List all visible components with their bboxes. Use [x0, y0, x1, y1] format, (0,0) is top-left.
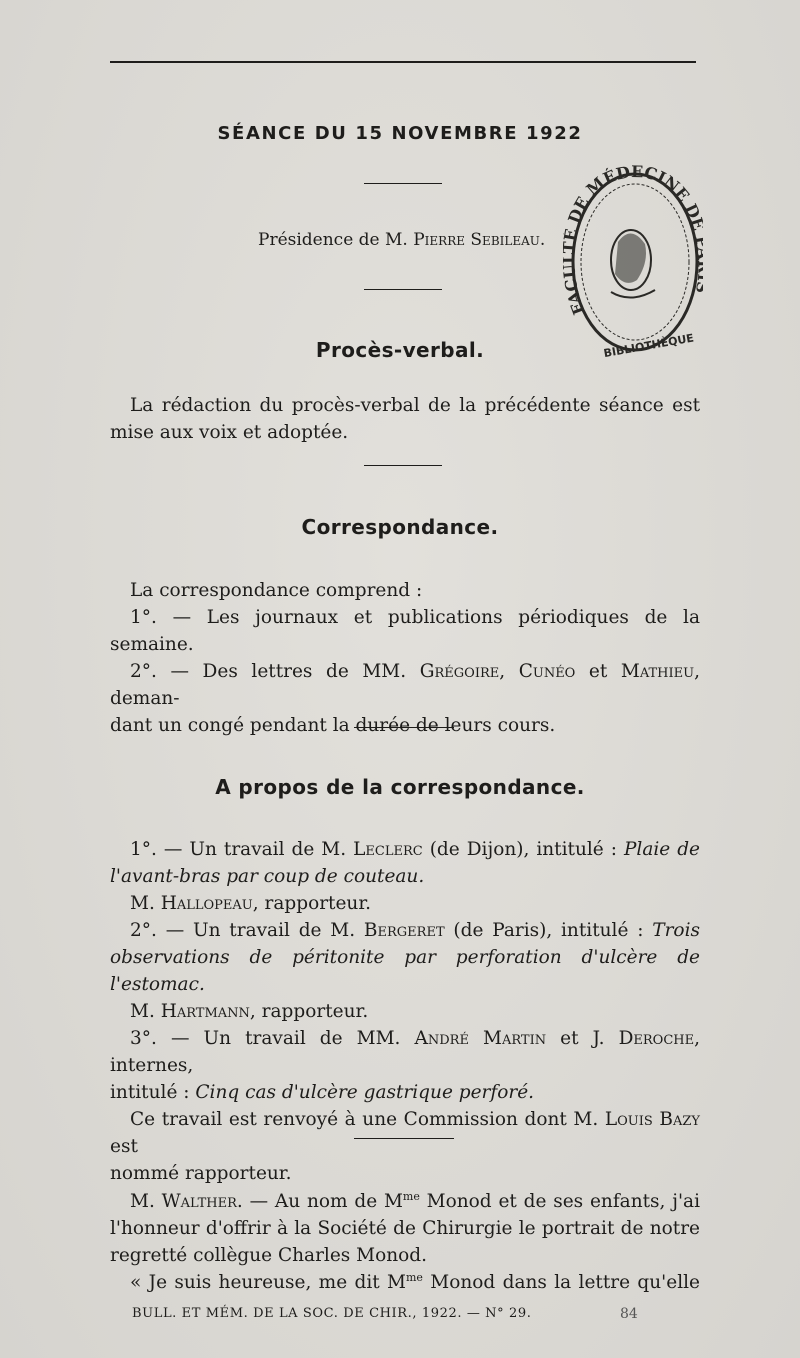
president-name: Pierre Sebileau.	[413, 230, 546, 250]
person-name: Hallopeau	[160, 893, 253, 914]
text-span: M.	[130, 893, 155, 914]
text-span: et	[588, 661, 608, 682]
person-name: Cunéo	[518, 661, 576, 682]
text-span: , internes,	[110, 1028, 700, 1076]
seal-text-bottom: BIBLIOTHÈQUE	[602, 331, 695, 361]
work-title: Trois	[652, 920, 700, 941]
work-title: Plaie de	[623, 839, 700, 860]
text-span: Monod dans la lettre qu'elle	[430, 1272, 700, 1293]
person-name: Louis Bazy	[604, 1109, 700, 1130]
text-span: et J.	[560, 1028, 605, 1049]
footer-citation: BULL. ET MÉM. DE LA SOC. DE CHIR., 1922. — N° 29.	[132, 1306, 532, 1321]
text-line: La rédaction du procès-verbal de la précédente séance est	[130, 395, 700, 416]
person-name: Leclerc	[353, 839, 423, 860]
text-line: dant un congé pendant la durée de leurs cours.	[110, 715, 556, 736]
divider	[354, 1138, 454, 1139]
text-span: , deman-	[110, 661, 700, 709]
text-line	[110, 1079, 700, 1106]
library-seal-icon	[563, 162, 703, 367]
text-line	[110, 1106, 700, 1160]
text-span: M.	[130, 1001, 155, 1022]
person-name: André Martin	[414, 1028, 547, 1049]
section-heading-a-propos: A propos de la correspondance.	[215, 775, 585, 799]
text-span: 2°. — Un travail de M.	[130, 920, 356, 941]
person-name: Bergeret	[363, 920, 445, 941]
text-line	[110, 863, 700, 890]
person-name: Deroche	[618, 1028, 695, 1049]
text-line: nommé rapporteur.	[110, 1163, 292, 1184]
presidence-line	[258, 230, 545, 250]
section-heading-proces-verbal: Procès-verbal.	[315, 338, 485, 362]
text-line	[110, 890, 700, 917]
person-name: Grégoire	[419, 661, 500, 682]
divider	[364, 289, 442, 290]
superscript: me	[402, 1190, 420, 1203]
text-span: . — Au nom de M	[236, 1191, 403, 1212]
text-span: Ce travail est renvoyé à une Commission dont M.	[130, 1109, 599, 1130]
walther-paragraph	[110, 1188, 700, 1296]
work-title: Cinq cas d'ulcère gastrique perforé.	[195, 1082, 535, 1103]
text-line	[110, 1025, 700, 1079]
page-title: SÉANCE DU 15 NOVEMBRE 1922	[217, 123, 583, 144]
divider	[364, 183, 442, 184]
page-number: 84	[620, 1306, 638, 1322]
seal-text-top: FA DE MÉDECINE D	[563, 162, 703, 318]
superscript: me	[406, 1271, 423, 1284]
text-span: est	[110, 1136, 138, 1157]
text-span: « Je suis heureuse, me dit M	[130, 1272, 406, 1293]
correspondance-paragraph	[110, 577, 700, 739]
text-span: M.	[130, 1191, 155, 1212]
text-line: l'honneur d'offrir à la Société de Chirurgie le portrait de notre	[110, 1218, 700, 1239]
work-title: observations de péritonite par perforation d'ulcère de l'estomac.	[110, 947, 700, 995]
top-rule	[110, 61, 696, 63]
text-line	[110, 944, 700, 998]
text-line	[110, 1269, 700, 1296]
text-line: 1°. — Les journaux et publications périodiques de la semaine.	[110, 607, 700, 655]
person-name: Walther	[161, 1191, 237, 1212]
text-line	[110, 1188, 700, 1215]
text-line: regretté collègue Charles Monod.	[110, 1245, 428, 1266]
text-span: 2°. — Des lettres de MM.	[130, 661, 407, 682]
text-span: 3°. — Un travail de MM.	[130, 1028, 401, 1049]
text-span: intitulé :	[110, 1082, 190, 1103]
proces-verbal-paragraph	[110, 392, 700, 446]
text-line	[110, 998, 700, 1025]
text-line	[110, 836, 700, 863]
person-name: Hartmann	[160, 1001, 250, 1022]
text-span: 1°. — Un travail de M.	[130, 839, 347, 860]
text-line	[110, 917, 700, 944]
divider	[364, 465, 442, 466]
presidence-prefix: Présidence de M.	[258, 230, 408, 250]
text-span: , rapporteur.	[252, 893, 372, 914]
text-line: mise aux voix et adoptée.	[110, 422, 349, 443]
section-heading-correspondance: Correspondance.	[301, 515, 499, 539]
text-line: 2°. — Des lettres de MM. Grégoire, Cunéo et Mathieu, deman-	[110, 661, 700, 709]
text-span: , rapporteur.	[249, 1001, 369, 1022]
a-propos-paragraph	[110, 836, 700, 1187]
text-span: Monod et de ses enfants, j'ai	[426, 1191, 700, 1212]
person-name: Mathieu	[620, 661, 695, 682]
text-line: La correspondance comprend :	[130, 580, 423, 601]
text-span: (de Paris), intitulé :	[453, 920, 644, 941]
text-span: (de Dijon), intitulé :	[429, 839, 617, 860]
divider	[354, 727, 454, 728]
work-title: l'avant-bras par coup de couteau.	[110, 866, 425, 887]
